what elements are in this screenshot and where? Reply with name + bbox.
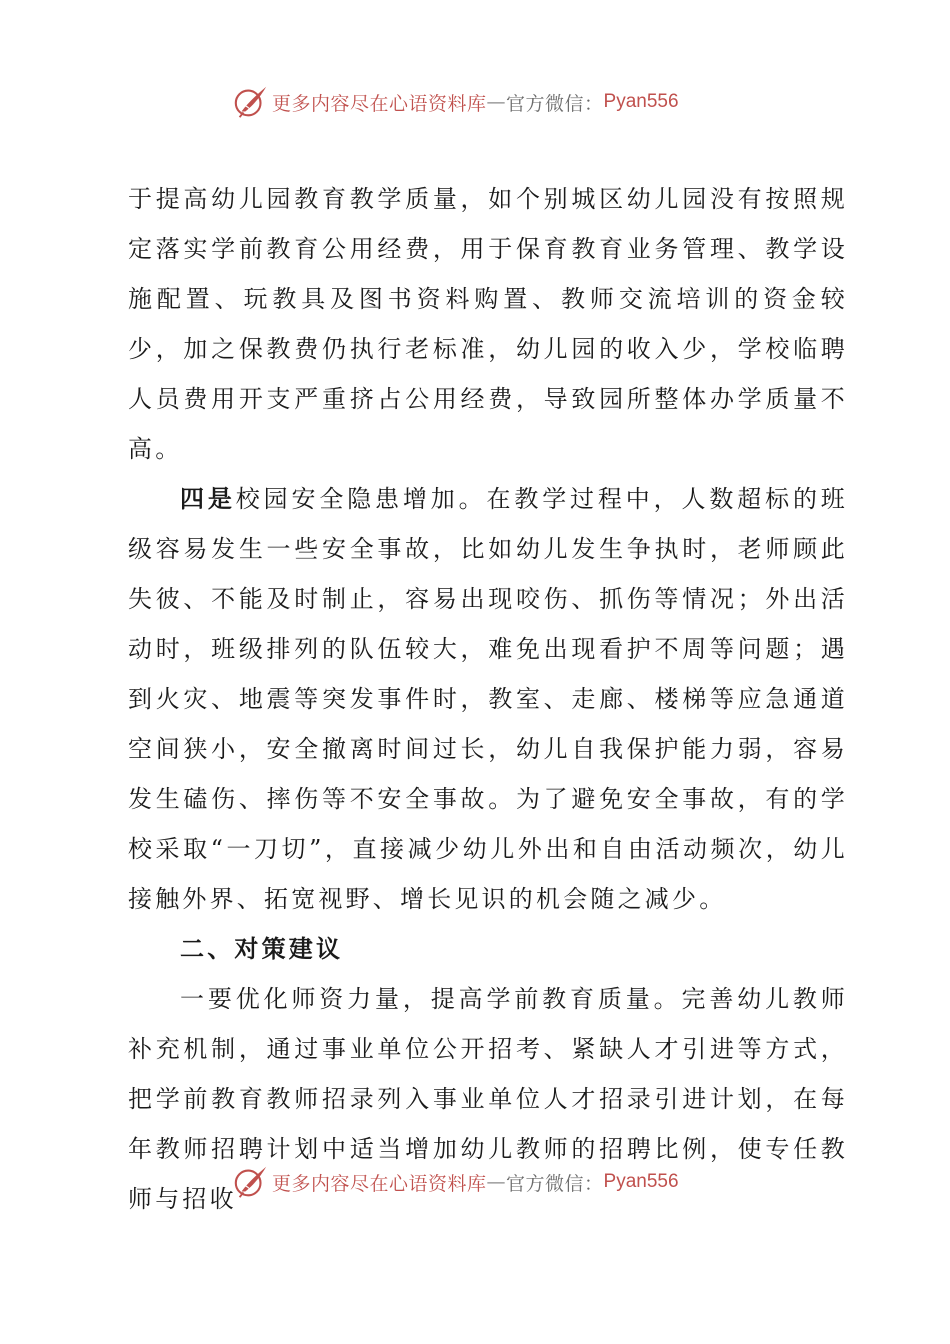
header-banner — [232, 82, 752, 122]
paragraph-suggestion-1: 一要优化师资力量，提高学前教育质量。完善幼儿教师补充机制，通过事业单位公开招考、紧缺人才引进等方式，把学前教育教师招录列入事业单位人才招录引进计划，在每年教师招聘计划中适当增加幼儿教师的招聘比例，使专任教师与招收 — [128, 985, 848, 1213]
banner-wechat-id: Pyan556 — [603, 1171, 679, 1192]
quill-pen-icon — [232, 1163, 270, 1201]
quill-pen-icon — [232, 83, 270, 121]
document-body — [128, 174, 848, 1224]
footer-banner — [232, 1162, 752, 1202]
banner-dash: — — [486, 91, 507, 113]
banner-dash: — — [486, 1171, 507, 1193]
banner-wechat-id: Pyan556 — [603, 91, 679, 112]
paragraph-continued: 于提高幼儿园教育教学质量，如个别城区幼儿园没有按照规定落实学前教育公用经费，用于保育教育业务管理、教学设施配置、玩教具及图书资料购置、教师交流培训的资金较少，加之保教费仍执行老标准，幼儿园的收入少，学校临聘人员费用开支严重挤占公用经费，导致园所整体办学质量不高。 — [128, 185, 848, 463]
paragraph-safety — [128, 474, 848, 924]
paragraph-lead-bold: 四是 — [180, 485, 236, 513]
banner-wechat-label: 官方微信： — [506, 1172, 604, 1195]
banner-wechat-label: 官方微信： — [506, 92, 604, 115]
banner-title: 更多内容尽在心语资料库 — [272, 92, 487, 115]
paragraph-safety-text: 校园安全隐患增加。在教学过程中，人数超标的班级容易发生一些安全事故，比如幼儿发生争执时，老师顾此失彼、不能及时制止，容易出现咬伤、抓伤等情况；外出活动时，班级排列的队伍较大，难免出现看护不周等问题；遇到火灾、地震等突发事件时，教室、走廊、楼梯等应急通道空间狭小，安全撤离时间过长，幼儿自我保护能力弱，容易发生磕伤、摔伤等不安全事故。为了避免安全事故，有的学校采取“一刀切”，直接减少幼儿外出和自由活动频次，幼儿接触外界、拓宽视野、增长见识的机会随之减少。 — [128, 485, 848, 913]
section-heading: 二、对策建议 — [180, 935, 344, 963]
banner-title: 更多内容尽在心语资料库 — [272, 1172, 487, 1195]
